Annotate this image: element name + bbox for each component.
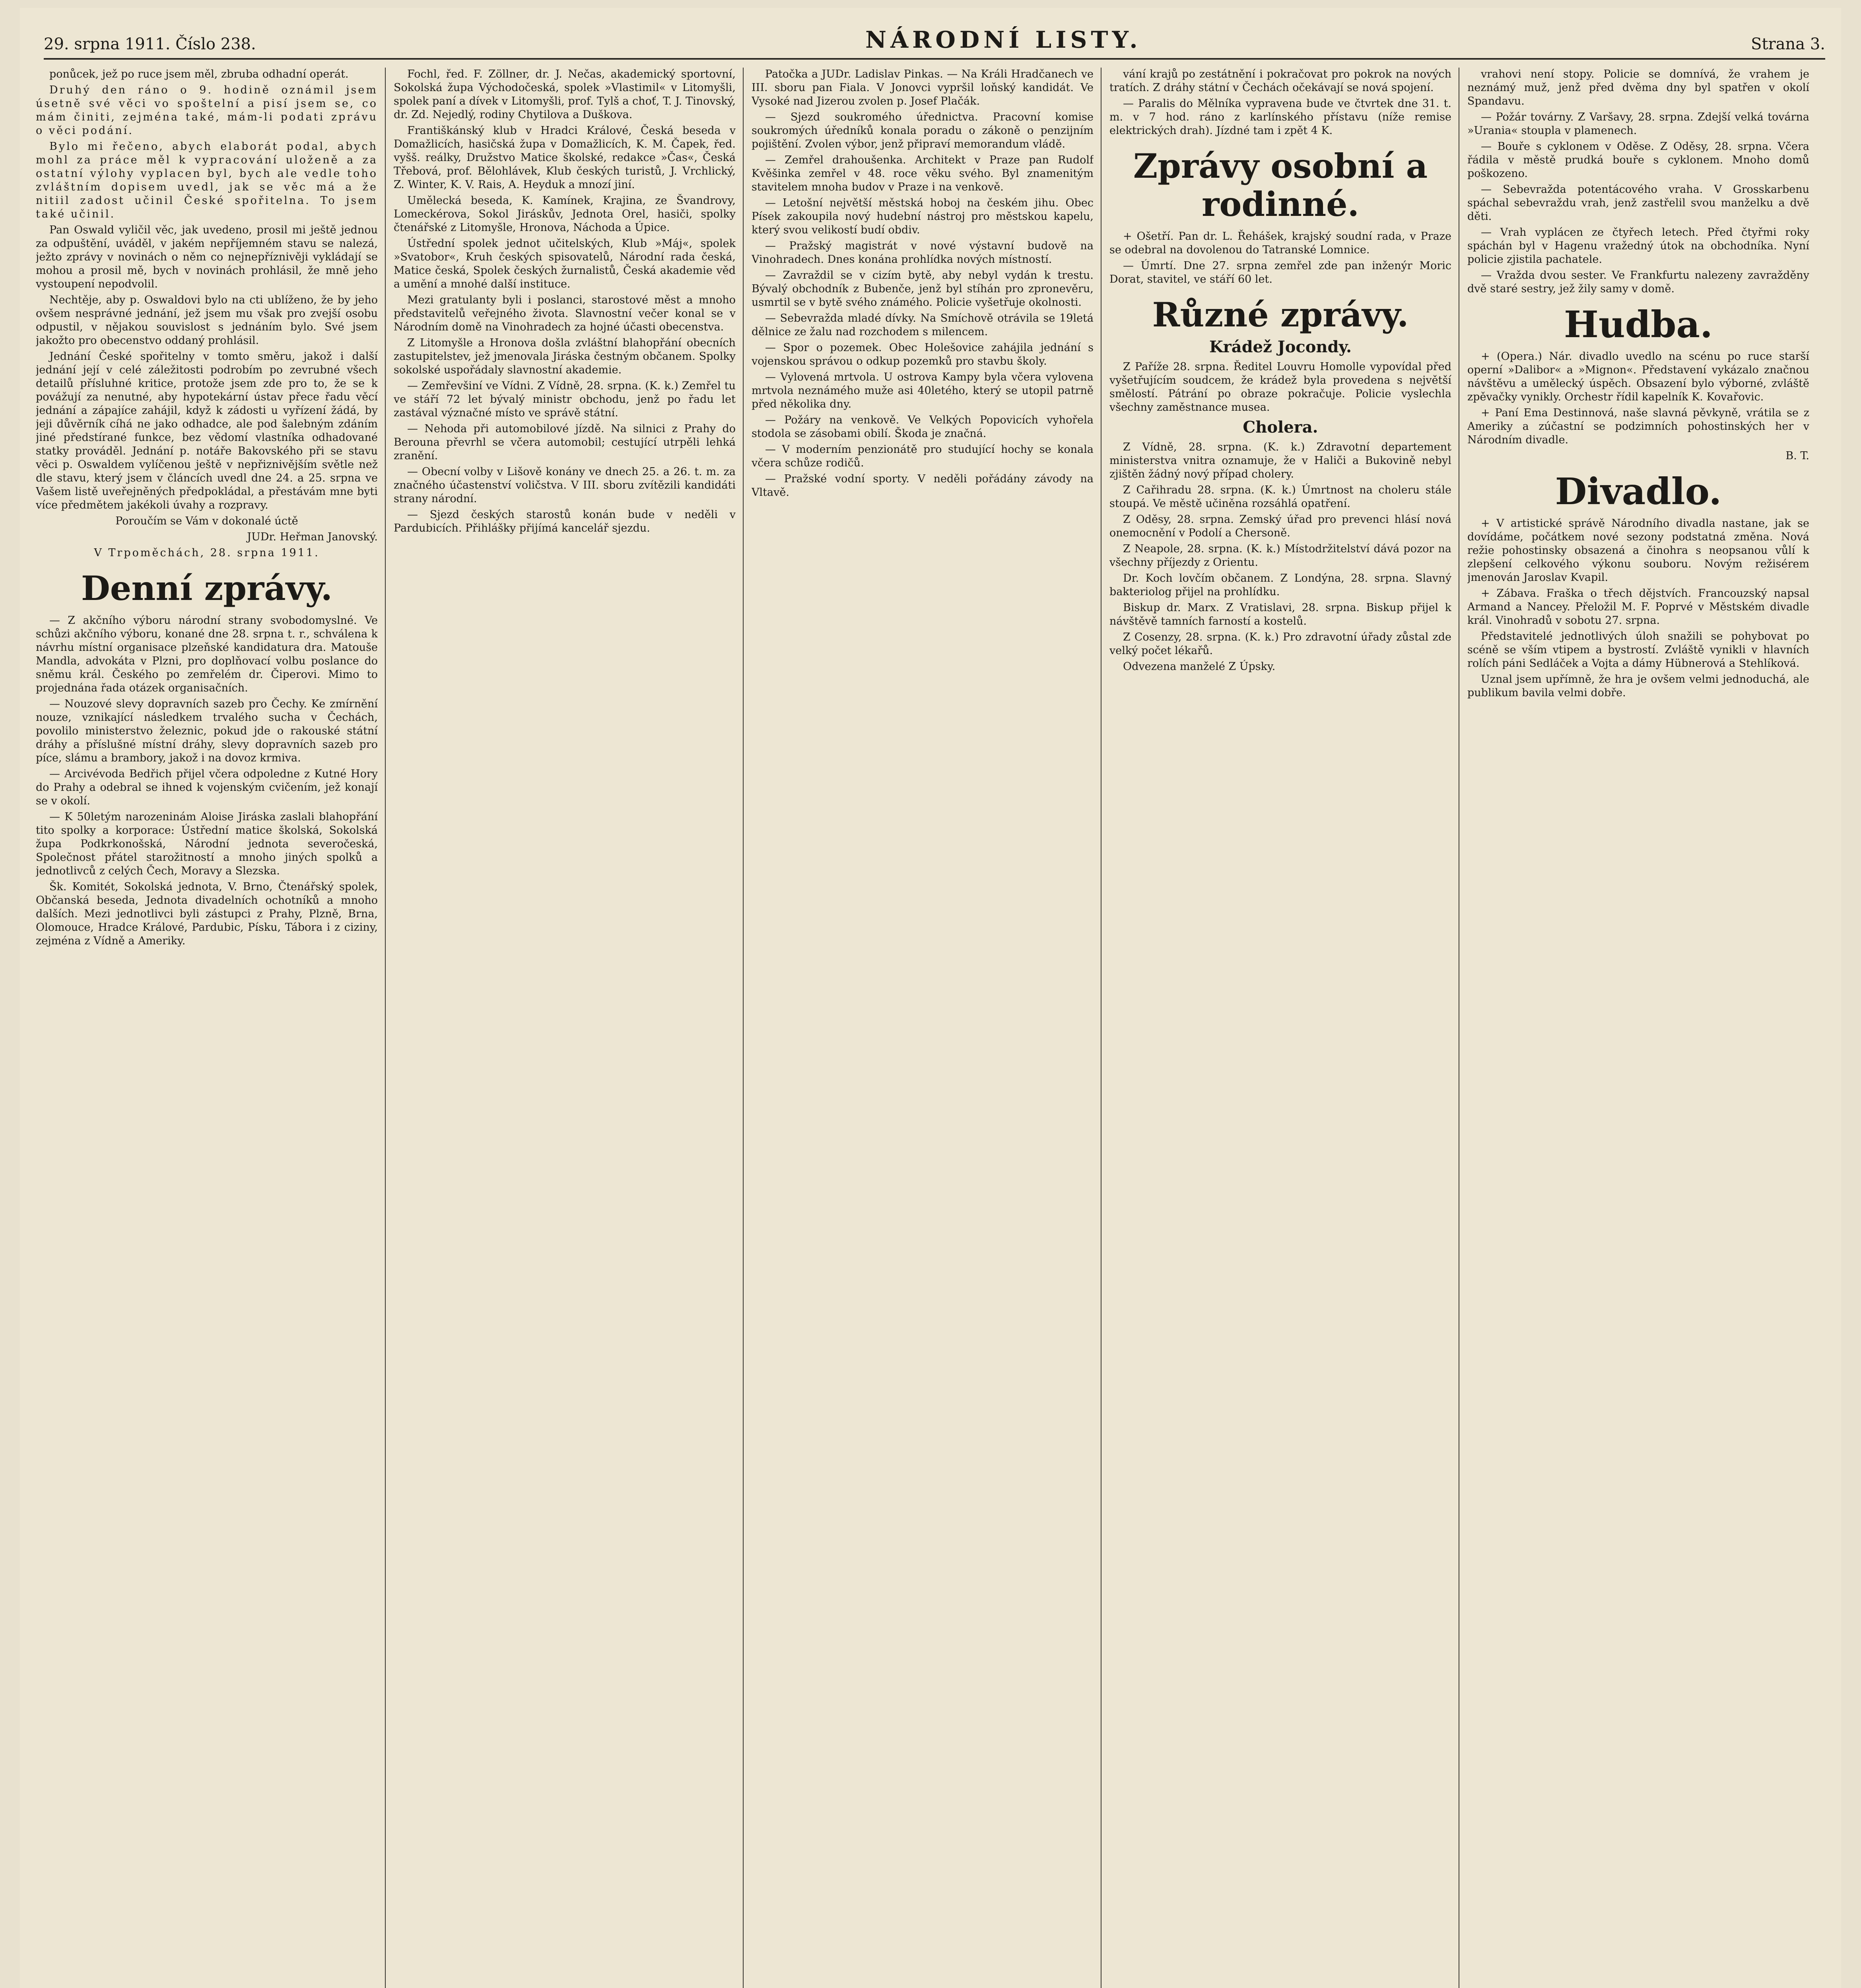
paragraph: Františkánský klub v Hradci Králové, Česká beseda v Domažlicích, hasičská župa v Domažlicích, K. M. Čapek, řed. vyšš. reálky, Družstvo Matice školské, redakce »Čas«, Česká Třebová, prof. Bělohlávek, Klub českých turistů, J. Vrchlický, Z. Winter, K. V. Rais, A. Heyduk a mnozí jiní. [394, 124, 736, 191]
news-item: Z Oděsy, 28. srpna. Zemský úřad pro prevenci hlásí nová onemocnění v Podolí a Chersoně. [1109, 513, 1451, 539]
paragraph: ponůcek, jež po ruce jsem měl, zbruba odhadní operát. [49, 68, 349, 80]
news-item: — Vrah vyplácen ze čtyřech letech. Před čtyřmi roky spáchán byl v Hagenu vražedný útok na obchodníka. Nyní policie zjistila pachatele. [1467, 226, 1809, 266]
news-item: — K 50letým narozeninám Aloise Jiráska zaslali blahopřání tito spolky a korporace: Ústřední matice školská, Sokolská župa Podkrkonošská, Národní jednota severočeská, Společnost přátel starožitností a mnoho jiných spolků a jednotlivců z celých Čech, Moravy a Slezska. [36, 811, 378, 877]
closing-line: Poroučím se Vám v dokonalé úctě [115, 515, 298, 527]
paragraph: Pan Oswald vyličil věc, jak uvedeno, prosil mi ještě jednou za odpuštění, uváděl, v jakém nepříjemném stavu se nalezá, ježto zprávy v novinách o něm co nejnepříznivěji vykládají se mohou a prosil mě, bych v novinách prohlásil, že mně jeho vystoupení nepodvolil. [36, 224, 378, 290]
column-1 [36, 68, 378, 1988]
news-item: — V moderním penzionátě pro studující hochy se konala včera schůze rodičů. [752, 443, 1094, 469]
news-item: — Paralis do Mělníka vypravena bude ve čtvrtek dne 31. t. m. v 7 hod. ráno z karlínského přístavu (níže remise elektrických drah). Jízdné tam i zpět 4 K. [1109, 97, 1451, 137]
newspaper-page [20, 8, 1841, 1988]
news-item: Biskup dr. Marx. Z Vratislavi, 28. srpna. Biskup přijel k návštěvě tamních farností a kostelů. [1109, 602, 1451, 627]
news-item: Z Cařihradu 28. srpna. (K. k.) Úmrtnost na choleru stále stoupá. Ve městě učiněna rozsáhlá opatření. [1109, 484, 1451, 510]
issue-date: 29. srpna 1911. Číslo 238. [44, 35, 256, 53]
paragraph: Fochl, řed. F. Zöllner, dr. J. Nečas, akademický sportovní, Sokolská župa Východočeská, spolek »Vlastimil« v Litomyšli, spolek paní a dívek v Litomyšli, prof. Tylš a choť, T. J. Tinovský, dr. Zd. Nejedlý, rodiny Chytilova a Duškova. [394, 68, 736, 121]
paragraph: Mezi gratulanty byli i poslanci, starostové měst a mnoho představitelů veřejného života. Slavnostní večer konal se v Národním domě na Vinohradech za hojné účasti obecenstva. [394, 294, 736, 333]
section-heading-theatre: Divadlo. [1555, 470, 1722, 513]
news-item: — Sebevražda potentácového vraha. V Grosskarbenu spáchal sebevraždu vrah, jenž zastřelil svou manželku a dvě děti. [1467, 183, 1809, 223]
paragraph: Z Litomyšle a Hronova došla zvláštní blahopřání obecních zastupitelstev, jež jmenovala Jiráska čestným občanem. Spolky sokolské uspořádaly slavnostní akademie. [394, 337, 736, 376]
paragraph: Umělecká beseda, K. Kamínek, Krajina, ze Švandrovy, Lomeckérova, Sokol Jiráskův, Jednota Orel, hasiči, spolky čtenářské z Litomyšle, Hronova, Náchoda a Úpice. [394, 194, 736, 234]
news-item: Uznal jsem upřímně, že hra je ovšem velmi jednoduchá, ale publikum bavila velmi dobře. [1467, 673, 1809, 699]
news-item: — Vylovená mrtvola. U ostrova Kampy byla včera vylovena mrtvola neznámého muže asi 40letého, který se utopil patrně před několika dny. [752, 371, 1094, 410]
paragraph: Patočka a JUDr. Ladislav Pinkas. — Na Králi Hradčanech ve III. sboru pan Fiala. V Jonovci vypršil loňský kandidát. Ve Vysoké nad Jizerou zvolen p. Josef Plačák. [752, 68, 1094, 107]
subheading-cholera: Cholera. [1243, 418, 1318, 437]
section-heading-daily-news: Denní zprávy. [81, 569, 332, 608]
paragraph: vání krajů po zestátnění i pokračovat pro pokrok na nových tratích. Z dráhy státní v Čechách očekávají se nová spojení. [1109, 68, 1451, 94]
column-5 [1467, 68, 1809, 1988]
news-item: + Ošetří. Pan dr. L. Řehášek, krajský soudní rada, v Praze se odebral na dovolenou do Tatranské Lomnice. [1109, 230, 1451, 256]
news-item: — Úmrtí. Dne 27. srpna zemřel zde pan inženýr Moric Dorat, stavitel, ve stáří 60 let. [1109, 260, 1451, 285]
paragraph: Jednání České spořitelny v tomto směru, jakož i další jednání její v celé záležitosti podrobím po zevrubné všech detailů přísluhné kritice, protože jsem zde pro to, že se k povážují za nenutné, aby hypotekární ústav přece řadu věcí jednání a zápajíce zahájil, když k zádosti u vyřízení žádá, by jeji důvěrník cíhá ne jako odhadce, ale pod šalebným zdáním jiné předstírané funkce, bez vědomí vlastníka odhadované statky prováděl. Jednání p. notáře Bakovského při se stavu věci p. Oswaldem vylíčenou ještě v nepřiznivějším světle než dle stavu, který jsem v článcích uvedl dne 24. a 25. srpna ve Vašem listě uveřejněných předpokládal, a přestávám mne byti více předmětem jakékoli úvahy a rozpravy. [36, 350, 378, 511]
news-item: — Sjezd českých starostů konán bude v neděli v Pardubicích. Přihlášky přijímá kancelář sjezdu. [394, 509, 736, 534]
news-item: — Arcivévoda Bedřich přijel včera odpoledne z Kutné Hory do Prahy a odebral se ihned k vojenským cvičením, jež konají se v okolí. [36, 768, 378, 807]
paragraph: Ústřední spolek jednot učitelských, Klub »Máj«, spolek »Svatobor«, Kruh českých spisovatelů, Národní rada česká, Matice česká, Spolek českých žurnalistů, Česká akademie věd a umění a mnohé další instituce. [394, 237, 736, 290]
news-item: Z Neapole, 28. srpna. (K. k.) Místodržitelství dává pozor na všechny příjezdy z Orientu. [1109, 543, 1451, 569]
news-item: Odvezena manželé Z Úpsky. [1123, 660, 1276, 673]
news-item: — Z akčního výboru národní strany svobodomyslné. Ve schůzi akčního výboru, konané dne 28. srpna t. r., schválena k návrhu místní organisace plzeňské kandidatura dra. Matouše Mandla, advokáta v Plzni, pro doplňovací volbu poslance do sněmu král. Českého po zemřelém dr. Čiperovi. Mimo to projednána řada otázek organisačních. [36, 614, 378, 694]
news-item: — Pražské vodní sporty. V neděli pořádány závody na Vltavě. [752, 473, 1094, 499]
news-item: Z Vídně, 28. srpna. (K. k.) Zdravotní departement ministerstva vnitra oznamuje, že v Haliči a Bukovině nebyl zjištěn žádný nový případ cholery. [1109, 441, 1451, 480]
column-divider [385, 68, 386, 1988]
news-item: Představitelé jednotlivých úloh snažili se pohybovat po scéně se vším vtipem a bystrostí. Zvláště vynikli v hlavních rolích páni Sedláček a Vojta a dámy Hübnerová a Stehlíková. [1467, 630, 1809, 670]
dateline: V Trpoměchách, 28. srpna 1911. [94, 547, 320, 559]
section-heading-various-news: Různé zprávy. [1152, 295, 1409, 334]
paragraph: Nechtěje, aby p. Oswaldovi bylo na cti ublíženo, že by jeho ovšem nesprávné jednání, jež jsem mu však pro zvejší osobu odpustil, v nějakou souvislost s jednáním bylo. Své jsem jakožto pro obecenstvo oddaný prohlásil. [36, 294, 378, 347]
news-item: + Paní Ema Destinnová, naše slavná pěvkyně, vrátila se z Ameriky a zúčastní se podzimních pohostinských her v Národním divadle. [1467, 407, 1809, 446]
news-item: — Pražský magistrát v nové výstavní budově na Vinohradech. Dnes konána prohlídka nových místností. [752, 240, 1094, 266]
newspaper-title: NÁRODNÍ LISTY. [865, 26, 1142, 53]
subheading-gioconda-theft: Krádež Jocondy. [1209, 338, 1352, 356]
column-4 [1109, 68, 1451, 1988]
news-item: — Letošní největší městská hoboj na českém jihu. Obec Písek zakoupila nový hudební nástroj pro městskou kapelu, který svou velikostí budí obdiv. [752, 197, 1094, 236]
masthead [44, 24, 1825, 60]
news-item: — Zemřel drahoušenka. Architekt v Praze pan Rudolf Kvěšinka zemřel v 48. roce věku svého. Byl znamenitým stavitelem mnoha budov v Praze i na venkově. [752, 154, 1094, 193]
news-item: Z Cosenzy, 28. srpna. (K. k.) Pro zdravotní úřady zůstal zde velký počet lékařů. [1109, 631, 1451, 657]
paragraph: vrahovi není stopy. Policie se domnívá, že vrahem je neznámý muž, jenž před dvěma dny byl spatřen v okolí Spandavu. [1467, 68, 1809, 107]
signature: JUDr. Heřman Janovský. [247, 531, 378, 543]
news-item: Z Paříže 28. srpna. Ředitel Louvru Homolle vypovídal před vyšetřujícím soudcem, že krádež byla provedena s největší smělostí. Pátrání po obraze pokračuje. Policie vyslechla všechny zaměstnance musea. [1109, 361, 1451, 414]
news-item: + (Opera.) Nár. divadlo uvedlo na scénu po ruce starší operní »Dalibor« a »Mignon«. Představení vykázalo značnou návštěvu a umělecký úspěch. Obsazení bylo výborné, zvláště zpěvačky vynikly. Orchestr řídil kapelník K. Kovařovic. [1467, 350, 1809, 403]
column-2 [394, 68, 736, 1988]
news-item: + Zábava. Fraška o třech dějstvích. Francouzský napsal Armand a Nancey. Přeložil M. F. Poprvé v Městském divadle král. Vinohradů v sobotu 27. srpna. [1467, 587, 1809, 627]
news-item: — Vražda dvou sester. Ve Frankfurtu nalezeny zavražděny dvě staré sestry, jež žily samy v domě. [1467, 269, 1809, 295]
news-item: — Nouzové slevy dopravních sazeb pro Čechy. Ke zmírnění nouze, vznikající následkem trvalého sucha v Čechách, povolilo ministerstvo železnic, pokud jde o rakouské státní dráhy a příslušné místní dráhy, slevy dopravních sazeb pro píce, slámu a brambory, jakož i na dovoz krmiva. [36, 698, 378, 764]
section-heading-music: Hudba. [1564, 303, 1713, 346]
news-item: — Požáry na venkově. Ve Velkých Popovicích vyhořela stodola se zásobami obilí. Škoda je značná. [752, 414, 1094, 440]
column-divider [743, 68, 744, 1988]
news-item: — Požár továrny. Z Varšavy, 28. srpna. Zdejší velká továrna »Urania« stoupla v plamenech. [1467, 111, 1809, 137]
news-item: — Zemřevšiní ve Vídni. Z Vídně, 28. srpna. (K. k.) Zemřel tu ve stáří 72 let bývalý ministr obchodu, jenž po řadu let zastával význačné místo ve správě státní. [394, 380, 736, 419]
news-item: + V artistické správě Národního divadla nastane, jak se dovídáme, počátkem nové sezony podstatná změna. Nová režie pohostinsky obsazená a činohra s neopsanou vůlí k zlepšení celkového výkonu souboru. Novým režisérem jmenován Jaroslav Kvapil. [1467, 517, 1809, 584]
paragraph: Bylo mi řečeno, abych elaborát podal, abych mohl za práce měl k vypracování uloženě a za ostatní výlohy vyplacen byl, bych ale vedle toho zvláštním dopisem uvedl, jak se věc má a že nitiil zadost učinil České spořitelna. To jsem také učinil. [36, 140, 378, 220]
news-item: — Sebevražda mladé dívky. Na Smíchově otrávila se 19letá dělnice ze žalu nad rozchodem s milencem. [752, 312, 1094, 338]
news-item: — Bouře s cyklonem v Oděse. Z Oděsy, 28. srpna. Včera řádila v městě prudká bouře s cyklonem. Mnoho domů poškozeno. [1467, 140, 1809, 180]
paragraph: Druhý den ráno o 9. hodině oznámil jsem úsetně své věci vo spoštelní a pisí jsem se, co mám činiti, zejména také, mám-li podati zprávu o věci podání. [36, 84, 378, 137]
news-item: — Nehoda při automobilové jízdě. Na silnici z Prahy do Berouna převrhl se včera automobil; cestující utrpěli lehká zranění. [394, 423, 736, 462]
news-item: — Sjezd soukromého úřednictva. Pracovní komise soukromých úředníků konala poradu o zákoně o penzijním pojištění. Zvolen výbor, jenž připraví memorandum vládě. [752, 111, 1094, 150]
news-item: Dr. Koch lovčím občanem. Z Londýna, 28. srpna. Slavný bakteriolog přijel na prohlídku. [1109, 572, 1451, 598]
news-item: Šk. Komitét, Sokolská jednota, V. Brno, Čtenářský spolek, Občanská beseda, Jednota divadelních ochotníků a mnoho dalších. Mezi jednotlivci byli zástupci z Prahy, Plzně, Brna, Olomouce, Hradce Králové, Pardubic, Písku, Tábora i z ciziny, zejména z Vídně a Ameriky. [36, 881, 378, 947]
column-3 [752, 68, 1094, 1988]
signature: B. T. [1785, 450, 1809, 462]
page-number: Strana 3. [1751, 35, 1825, 53]
news-item: — Obecní volby v Lišově konány ve dnech 25. a 26. t. m. za značného účastenství voličstva. V III. sboru zvítězili kandidáti strany národní. [394, 466, 736, 505]
section-heading-personal-news: Zprávy osobní a rodinné. [1133, 146, 1428, 224]
news-item: — Spor o pozemek. Obec Holešovice zahájila jednání s vojenskou správou o odkup pozemků pro stavbu školy. [752, 342, 1094, 367]
news-item: — Zavraždil se v cizím bytě, aby nebyl vydán k trestu. Bývalý obchodník z Bubenče, jenž byl stíhán pro zpronevěru, usmrtil se v bytě svého známého. Policie vyšetřuje okolnosti. [752, 269, 1094, 309]
